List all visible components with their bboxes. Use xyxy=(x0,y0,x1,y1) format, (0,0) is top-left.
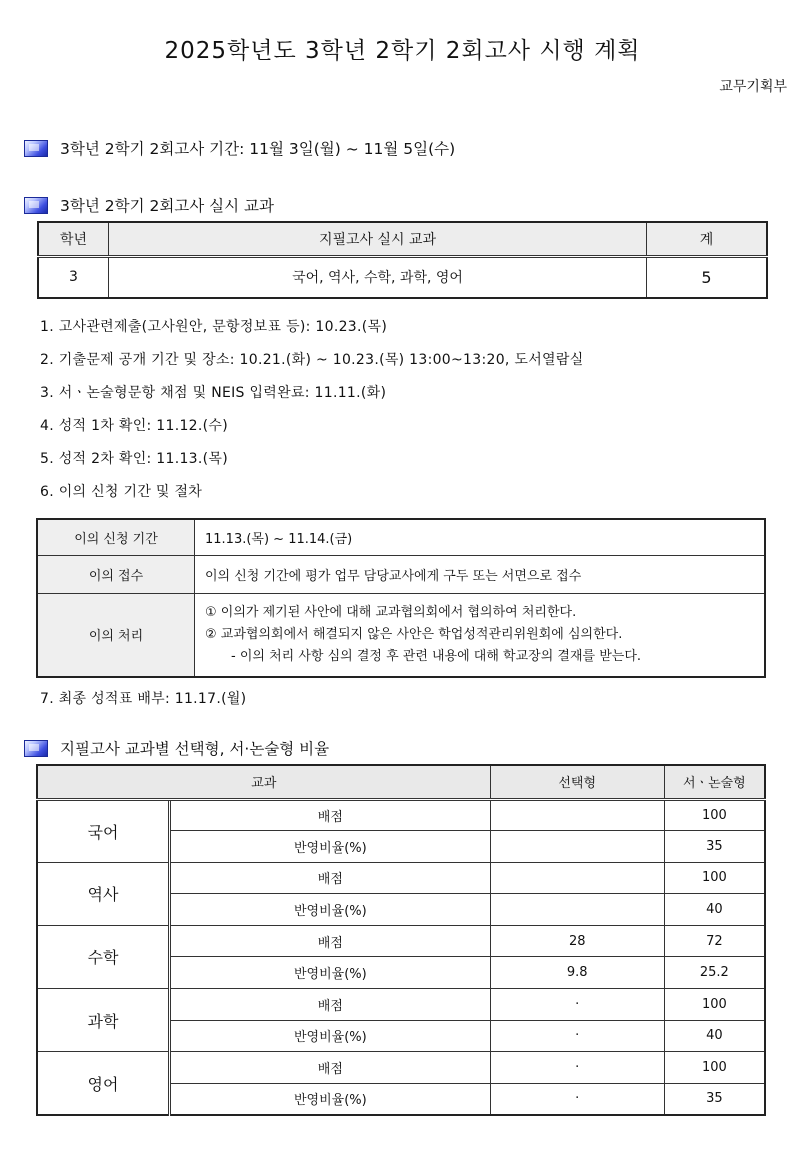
appeal-receipt-value: 이의 신청 기간에 평가 업무 담당교사에게 구두 또는 서면으로 접수 xyxy=(195,555,766,593)
row-label: 배점 xyxy=(170,1052,491,1084)
essay-ratio: 35 xyxy=(664,1083,765,1115)
appeal-process-label: 이의 처리 xyxy=(37,593,195,677)
essay-ratio: 25.2 xyxy=(664,957,765,989)
appeal-process-line: - 이의 처리 사항 심의 결정 후 관련 내용에 대해 학교장의 결재를 받는다. xyxy=(231,648,642,664)
subjects-heading xyxy=(24,194,274,216)
appeal-process-value xyxy=(195,593,766,677)
cell-grade: 3 xyxy=(38,256,109,298)
square-bullet-icon xyxy=(24,740,48,757)
header-subject: 교과 xyxy=(37,765,490,799)
choice-ratio: 9.8 xyxy=(490,957,664,989)
ratio-table xyxy=(36,764,766,1116)
table-row xyxy=(37,519,765,555)
essay-ratio: 35 xyxy=(664,831,765,863)
essay-score: 100 xyxy=(664,799,765,831)
subject-name: 수학 xyxy=(37,925,170,988)
exam-period-heading xyxy=(24,137,455,159)
essay-score: 100 xyxy=(664,862,765,894)
square-bullet-icon xyxy=(24,197,48,214)
subject-table xyxy=(37,221,768,299)
row-label: 배점 xyxy=(170,799,491,831)
essay-score: 100 xyxy=(664,989,765,1021)
list-item: 2. 기출문제 공개 기간 및 장소: 10.21.(화) ~ 10.23.(목) 13:00~13:20, 도서열람실 xyxy=(40,352,584,368)
choice-ratio: · xyxy=(490,1083,664,1115)
choice-ratio: · xyxy=(490,1020,664,1052)
table-header-row xyxy=(37,765,765,799)
choice-ratio xyxy=(490,894,664,926)
choice-score xyxy=(490,862,664,894)
list-item: 5. 성적 2차 확인: 11.13.(목) xyxy=(40,451,228,467)
choice-score: · xyxy=(490,1052,664,1084)
row-label: 배점 xyxy=(170,925,491,957)
subject-name: 영어 xyxy=(37,1052,170,1115)
choice-score: 28 xyxy=(490,925,664,957)
list-item: 3. 서ㆍ논술형문항 채점 및 NEIS 입력완료: 11.11.(화) xyxy=(40,385,387,401)
header-essay: 서ㆍ논술형 xyxy=(664,765,765,799)
essay-score: 72 xyxy=(664,925,765,957)
header-total: 계 xyxy=(647,222,768,256)
table-row xyxy=(37,925,765,957)
list-item: 1. 고사관련제출(고사원안, 문항정보표 등): 10.23.(목) xyxy=(40,319,388,335)
subject-name: 역사 xyxy=(37,862,170,925)
table-row xyxy=(37,593,765,677)
cell-total: 5 xyxy=(647,256,768,298)
header-choice: 선택형 xyxy=(490,765,664,799)
appeal-period-value: 11.13.(목) ~ 11.14.(금) xyxy=(195,519,766,555)
department-label: 교무기획부 xyxy=(719,79,787,95)
appeal-period-label: 이의 신청 기간 xyxy=(37,519,195,555)
exam-period-text: 3학년 2학기 2회고사 기간: 11월 3일(월) ~ 11월 5일(수) xyxy=(60,140,456,158)
row-label: 반영비율(%) xyxy=(170,831,491,863)
essay-score: 100 xyxy=(664,1052,765,1084)
table-row xyxy=(38,256,767,298)
square-bullet-icon xyxy=(24,140,48,157)
ratio-heading-text: 지필고사 교과별 선택형, 서·논술형 비율 xyxy=(60,740,330,758)
row-label: 배점 xyxy=(170,862,491,894)
table-row xyxy=(37,989,765,1021)
row-label: 배점 xyxy=(170,989,491,1021)
choice-score xyxy=(490,799,664,831)
table-row xyxy=(37,1052,765,1084)
table-row xyxy=(37,862,765,894)
header-grade: 학년 xyxy=(38,222,109,256)
appeal-table xyxy=(36,518,766,678)
list-item: 4. 성적 1차 확인: 11.12.(수) xyxy=(40,418,228,434)
row-label: 반영비율(%) xyxy=(170,1083,491,1115)
essay-ratio: 40 xyxy=(664,894,765,926)
row-label: 반영비율(%) xyxy=(170,1020,491,1052)
essay-ratio: 40 xyxy=(664,1020,765,1052)
ratio-heading xyxy=(24,737,329,759)
table-row xyxy=(37,799,765,831)
appeal-receipt-label: 이의 접수 xyxy=(37,555,195,593)
document-title: 2025학년도 3학년 2학기 2회고사 시행 계획 xyxy=(164,38,641,64)
appeal-process-line: ② 교과협의회에서 해결되지 않은 사안은 학업성적관리위원회에 심의한다. xyxy=(205,626,623,642)
list-item: 7. 최종 성적표 배부: 11.17.(월) xyxy=(40,691,247,707)
cell-subjects: 국어, 역사, 수학, 과학, 영어 xyxy=(109,256,647,298)
subjects-heading-text: 3학년 2학기 2회고사 실시 교과 xyxy=(60,197,274,215)
subject-name: 과학 xyxy=(37,989,170,1052)
row-label: 반영비율(%) xyxy=(170,894,491,926)
subject-name: 국어 xyxy=(37,799,170,862)
table-row xyxy=(37,555,765,593)
row-label: 반영비율(%) xyxy=(170,957,491,989)
appeal-process-line: ① 이의가 제기된 사안에 대해 교과협의회에서 협의하여 처리한다. xyxy=(205,604,577,620)
choice-score: · xyxy=(490,989,664,1021)
header-subjects: 지필고사 실시 교과 xyxy=(109,222,647,256)
list-item: 6. 이의 신청 기간 및 절차 xyxy=(40,484,203,500)
choice-ratio xyxy=(490,831,664,863)
table-header-row xyxy=(38,222,767,256)
